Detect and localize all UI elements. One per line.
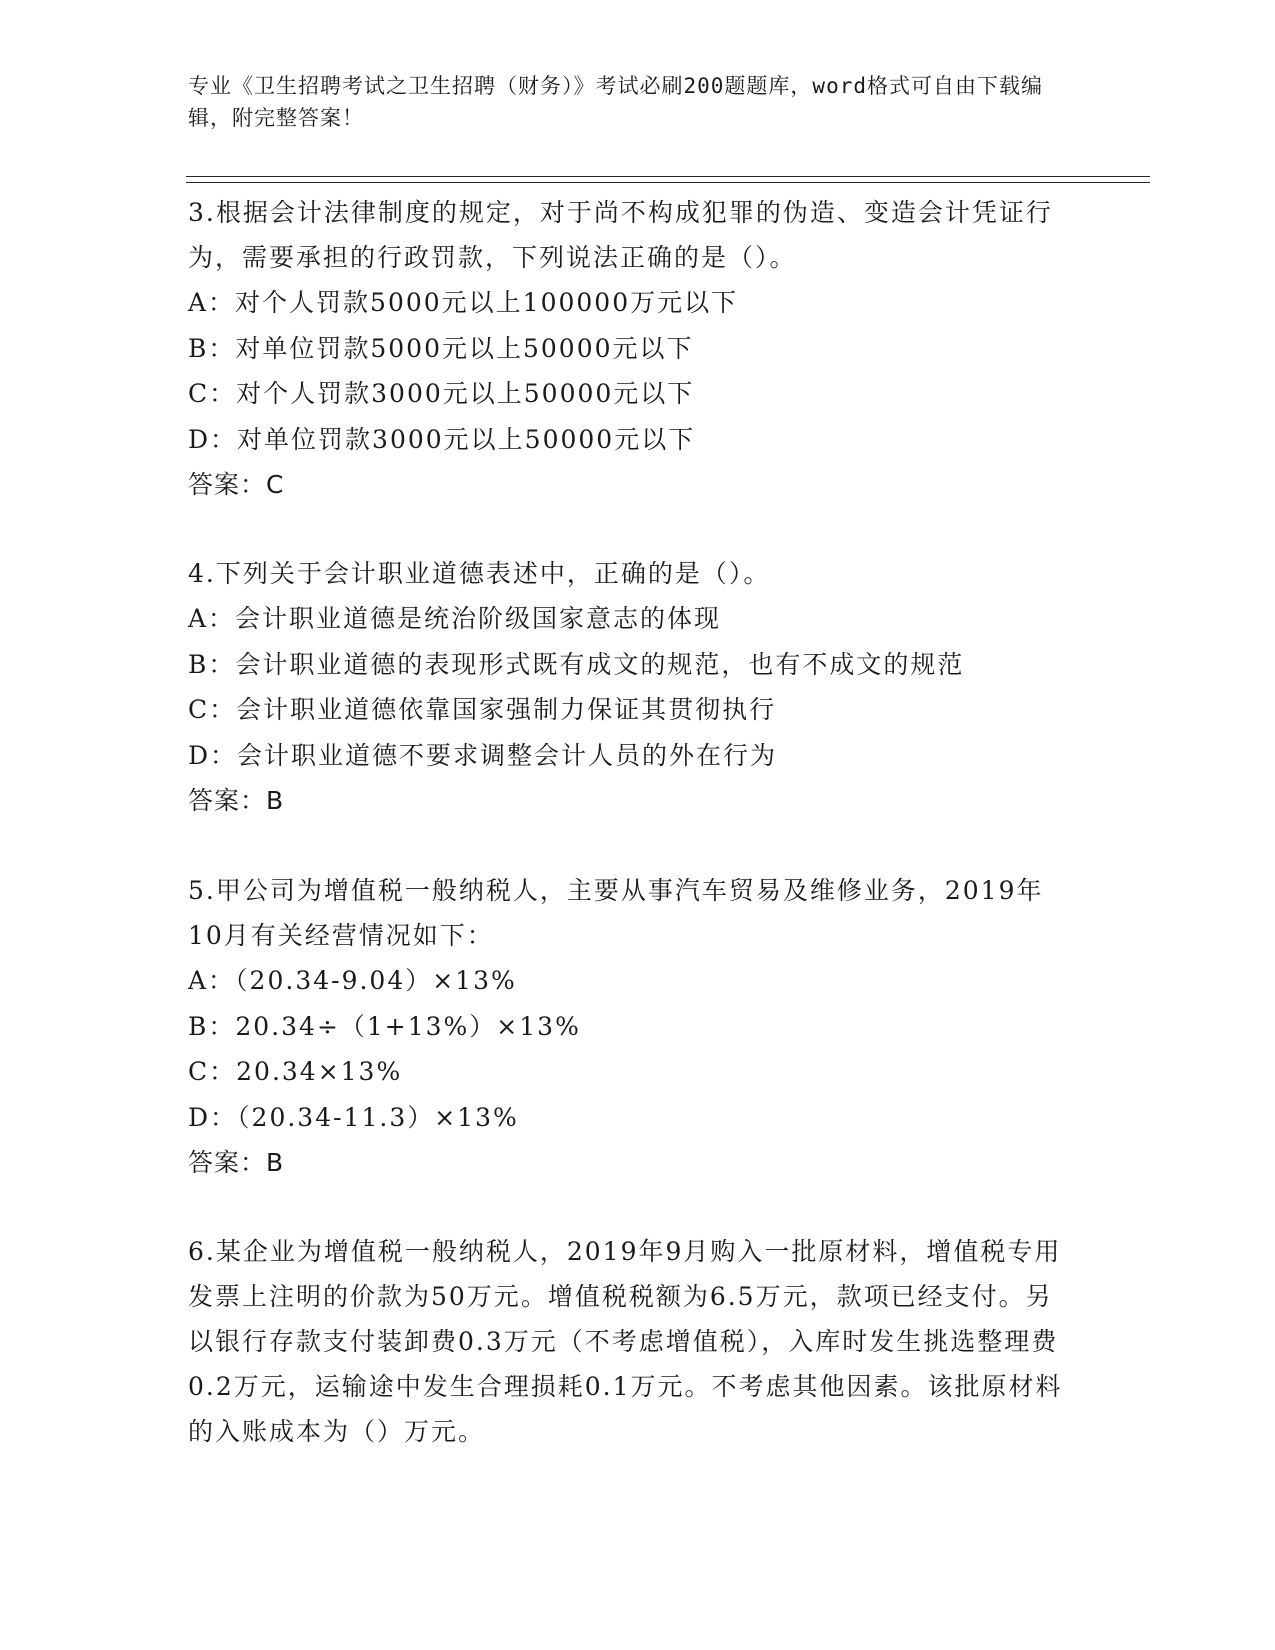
document-header: 专业《卫生招聘考试之卫生招聘（财务）》考试必刷200题题库，word格式可自由下载编辑，附完整答案！ [188,74,1043,130]
option-c: C：对个人罚款3000元以上50000元以下 [188,379,695,408]
question-3 [188,190,1078,507]
question-4 [188,551,1078,823]
header-divider-bottom [186,182,1150,183]
question-6 [188,1229,1078,1454]
option-a: A：会计职业道德是统治阶级国家意志的体现 [188,604,722,633]
option-a: A：对个人罚款5000元以上100000万元以下 [188,288,739,317]
option-b: B：会计职业道德的表现形式既有成文的规范，也有不成文的规范 [188,649,965,679]
question-stem: 6.某企业为增值税一般纳税人，2019年9月购入一批原材料，增值税专用发票上注明的价款为50万元。增值税税额为6.5万元，款项已经支付。另以银行存款支付装卸费0.3万元（不考虑增值税），入库时发生挑选整理费0.2万元，运输途中发生合理损耗0.1万元。不考虑其他因素。该批原材料的入账成本为（）万元。 [188,1237,1063,1446]
option-d: D：（20.34-11.3）×13% [188,1102,519,1132]
header-divider-top [186,176,1150,177]
option-a: A：（20.34-9.04）×13% [188,966,517,995]
question-stem: 5.甲公司为增值税一般纳税人，主要从事汽车贸易及维修业务，2019年10月有关经营情况如下： [188,876,1044,950]
option-d: D：对单位罚款3000元以上50000元以下 [188,424,696,454]
option-c: C：20.34×13% [188,1057,403,1086]
question-stem: 4.下列关于会计职业道德表述中，正确的是（）。 [188,559,771,588]
option-b: B：对单位罚款5000元以上50000元以下 [188,333,694,363]
option-d: D：会计职业道德不要求调整会计人员的外在行为 [188,740,778,770]
answer: 答案：B [188,1148,285,1177]
answer: 答案：C [188,470,285,499]
answer: 答案：B [188,786,285,815]
question-5 [188,868,1078,1185]
question-stem: 3.根据会计法律制度的规定，对于尚不构成犯罪的伪造、变造会计凭证行为，需要承担的行政罚款，下列说法正确的是（）。 [188,198,1053,272]
option-c: C：会计职业道德依靠国家强制力保证其贯彻执行 [188,695,777,724]
option-b: B：20.34÷（1+13%）×13% [188,1011,581,1041]
